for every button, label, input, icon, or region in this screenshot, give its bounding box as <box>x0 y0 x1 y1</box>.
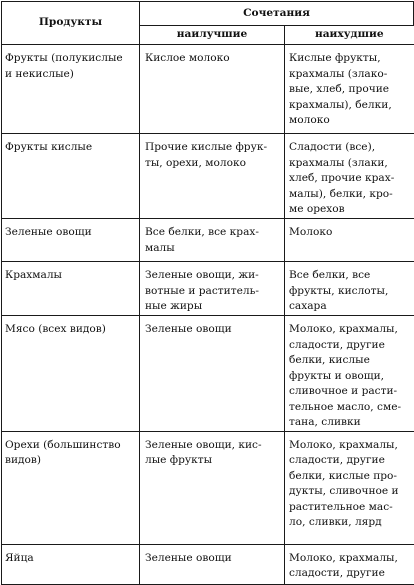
cell-text-line: крахмалы (злаки, <box>289 156 388 169</box>
cell-text-line: вые, хлеб, прочие <box>289 83 390 95</box>
cell-text-line: белки, кислые про- <box>289 469 398 482</box>
header-products: Продукты <box>2 2 140 45</box>
cell-text-line: ме орехов <box>289 203 345 215</box>
best-combination-cell <box>140 431 285 544</box>
product-cell <box>2 45 140 134</box>
cell-text-line: лые фрукты <box>145 454 213 466</box>
best-combination-cell <box>140 544 285 584</box>
product-cell <box>2 219 140 262</box>
cell-text-line: Яйца <box>5 551 34 564</box>
header-row <box>2 2 414 26</box>
cell-text-line: Крахмалы <box>5 269 62 281</box>
table-row <box>2 544 414 584</box>
header-best: наилучшие <box>140 26 285 45</box>
worst-combination-cell <box>285 219 414 262</box>
cell-text-line: дукты, сливочное и <box>289 485 399 497</box>
product-cell <box>2 134 140 219</box>
cell-text-line: Молоко, крахмалы, <box>289 438 398 451</box>
best-combination-cell <box>140 316 285 432</box>
worst-combination-cell <box>285 134 414 219</box>
table-row <box>2 134 414 219</box>
cell-text-line: Орехи (большинство <box>5 438 121 451</box>
cell-text-line: Зеленые овощи <box>145 323 232 335</box>
cell-text-line: тана, сливки <box>289 416 361 428</box>
cell-text-line: малы <box>145 241 175 254</box>
best-combination-cell <box>140 262 285 316</box>
table-row <box>2 431 414 544</box>
table-row <box>2 262 414 316</box>
cell-text-line: ло, сливки, лярд <box>289 516 382 528</box>
cell-text-line: видов) <box>5 454 42 466</box>
cell-text-line: сливочное и расти- <box>289 385 398 397</box>
cell-text-line: Прочие кислые фрук- <box>145 141 268 153</box>
table-row <box>2 219 414 262</box>
worst-combination-cell <box>285 316 414 432</box>
product-cell <box>2 431 140 544</box>
best-combination-cell <box>140 219 285 262</box>
product-cell <box>2 316 140 432</box>
cell-text-line: Зеленые овощи, жи- <box>145 269 259 281</box>
best-combination-cell <box>140 134 285 219</box>
product-cell <box>2 262 140 316</box>
cell-text-line: фрукты и овощи, <box>289 369 385 382</box>
cell-text-line: Молоко, крахмалы, <box>289 323 398 335</box>
product-cell <box>2 544 140 584</box>
cell-text-line: фрукты, кислоты, <box>289 284 389 297</box>
cell-text-line: сладости, другие <box>289 567 385 579</box>
cell-text-line: Молоко, крахмалы, <box>289 551 398 564</box>
header-combinations: Сочетания <box>140 2 414 26</box>
cell-text-line: сладости, другие <box>289 338 385 351</box>
table-row <box>2 45 414 134</box>
worst-combination-cell <box>285 431 414 544</box>
cell-text-line: вотные и раститель- <box>145 284 259 297</box>
cell-text-line: Молоко <box>289 226 333 238</box>
cell-text-line: и некислые) <box>5 67 74 80</box>
table-row <box>2 316 414 432</box>
best-combination-cell <box>140 45 285 134</box>
cell-text-line: Кислое молоко <box>145 52 230 64</box>
cell-text-line: Все белки, все крах- <box>145 226 259 238</box>
worst-combination-cell <box>285 262 414 316</box>
cell-text-line: сахара <box>289 300 327 312</box>
cell-text-line: сладости, другие <box>289 454 385 466</box>
worst-combination-cell <box>285 45 414 134</box>
cell-text-line: крахмалы (злако- <box>289 67 388 80</box>
cell-text-line: тельное масло, сме- <box>289 400 402 413</box>
cell-text-line: Зеленые овощи <box>145 551 232 564</box>
cell-text-line: ты, орехи, молоко <box>145 156 246 169</box>
cell-text-line: Зеленые овощи, кис- <box>145 438 262 451</box>
cell-text-line: Фрукты кислые <box>5 141 93 153</box>
header-worst: наихудшие <box>285 26 414 45</box>
cell-text-line: хлеб, прочие крах- <box>289 172 395 184</box>
cell-text-line: Все белки, все <box>289 269 371 281</box>
worst-combination-cell <box>285 544 414 584</box>
cell-text-line: Мясо (всех видов) <box>5 323 106 335</box>
cell-text-line: Зеленые овощи <box>5 226 92 238</box>
food-combinations-table <box>1 1 414 585</box>
cell-text-line: Фрукты (полукислые <box>5 52 123 64</box>
cell-text-line: растительное мас- <box>289 500 393 513</box>
cell-text-line: Кислые фрукты, <box>289 52 381 64</box>
cell-text-line: малы), белки, кро- <box>289 187 393 200</box>
cell-text-line: ные жиры <box>145 300 203 312</box>
cell-text-line: Сладости (все), <box>289 141 376 153</box>
cell-text-line: молоко <box>289 114 330 126</box>
cell-text-line: крахмалы), белки, <box>289 98 392 111</box>
cell-text-line: белки, кислые <box>289 354 370 366</box>
